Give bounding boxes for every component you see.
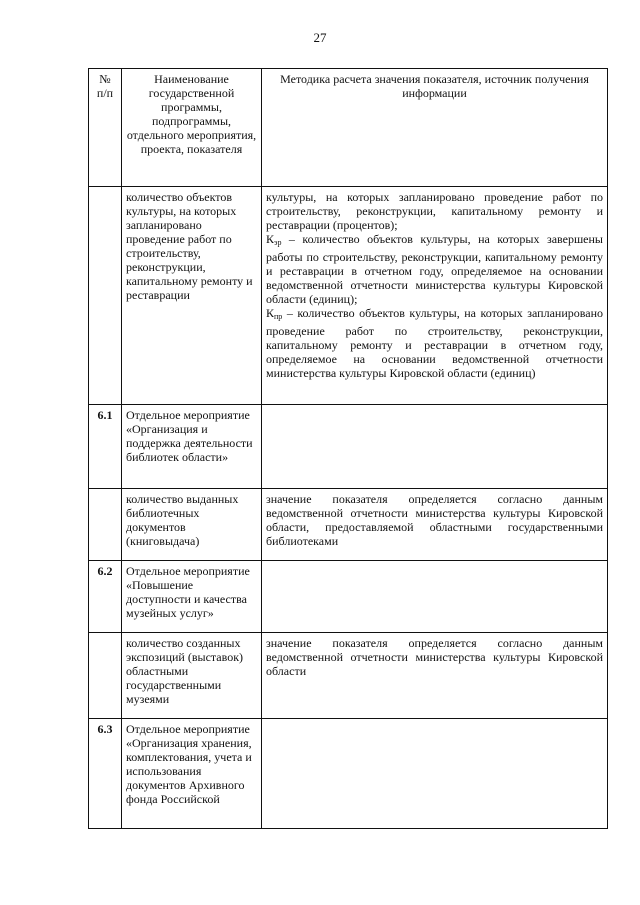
row-name: количество выданных библиотечных документов (книговыдача)	[122, 489, 262, 561]
method-part-3: – количество объектов культуры, на которых запланировано проведение работ по строительству, реконструкции, капитальному ремонту и реставрации в отчетном году, определяемое на основании ведомственной отчетности министерства культуры Кировской области (единиц)	[266, 306, 603, 380]
table-row	[89, 719, 608, 829]
row-number: 6.1	[89, 405, 122, 489]
method-part-1: культуры, на которых запланировано проведение работ по строительству, реконструкции, капитальному ремонту и реставрации (процентов);	[266, 190, 603, 232]
coefficient-k-pr: $К_{пр}$	[266, 306, 283, 321]
header-name: Наименование государственной программы, подпрограммы, отдельного мероприятия, проекта, показателя	[122, 69, 262, 187]
row-name: Отдельное мероприятие «Организация хранения, комплектования, учета и использования документов Архивного фонда Российской	[122, 719, 262, 829]
row-number	[89, 489, 122, 561]
row-method	[262, 561, 608, 633]
table-row	[89, 405, 608, 489]
row-name: количество созданных экспозиций (выставок) областными государственными музеями	[122, 633, 262, 719]
row-name: Отдельное мероприятие «Повышение доступности и качества музейных услуг»	[122, 561, 262, 633]
row-method	[262, 405, 608, 489]
header-num: № п/п	[89, 69, 122, 187]
indicator-table	[88, 68, 608, 829]
row-method: значение показателя определяется согласно данным ведомственной отчетности министерства культуры Кировской области	[262, 633, 608, 719]
table-row	[89, 489, 608, 561]
header-method: Методика расчета значения показателя, источник получения информации	[262, 69, 608, 187]
table-row	[89, 187, 608, 405]
row-method	[262, 187, 608, 405]
row-method: значение показателя определяется согласно данным ведомственной отчетности министерства культуры Кировской области, предоставляемой областными государственными библиотеками	[262, 489, 608, 561]
row-number	[89, 187, 122, 405]
row-method	[262, 719, 608, 829]
coefficient-k-er: $К_{эр}$	[266, 232, 282, 247]
row-name: количество объектов культуры, на которых запланировано проведение работ по строительству, реконструкции, капитальному ремонту и реставрации	[122, 187, 262, 405]
row-number: 6.2	[89, 561, 122, 633]
table-row	[89, 633, 608, 719]
row-number: 6.3	[89, 719, 122, 829]
row-name: Отдельное мероприятие «Организация и поддержка деятельности библиотек области»	[122, 405, 262, 489]
method-part-2: – количество объектов культуры, на которых завершены работы по строительству, реконструкции, капитальному ремонту и реставрации в отчетном году, определяемое на основании ведомственной отчетности министерства культуры Кировской области (единиц);	[266, 232, 603, 306]
table-header-row	[89, 69, 608, 187]
table-row	[89, 561, 608, 633]
row-number	[89, 633, 122, 719]
page-number: 27	[313, 30, 327, 45]
